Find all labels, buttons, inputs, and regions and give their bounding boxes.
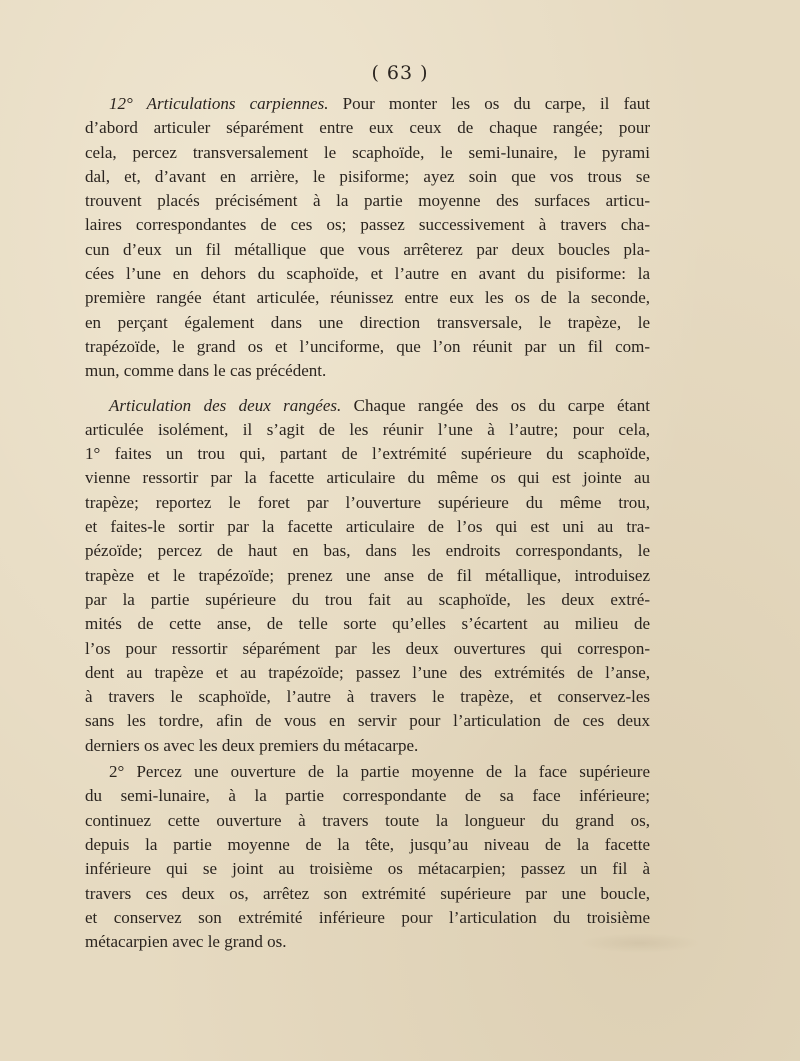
text-line: du semi-lunaire, à la partie correspondante de sa face inférieure;: [85, 786, 650, 806]
text-line: cées l’une en dehors du scaphoïde, et l’autre en avant du pisiforme: la: [85, 264, 650, 284]
text-line: depuis la partie moyenne de la tête, jusqu’au niveau de la facette: [85, 834, 650, 854]
section-heading: Articulation des deux rangées.: [109, 395, 342, 415]
paragraph-percez-ouverture: [85, 760, 650, 954]
page-number: ( 63 ): [371, 62, 429, 84]
text-line: cela, percez transversalement le scaphoïde, le semi-lunaire, le pyrami: [85, 142, 650, 162]
text-line: en perçant également dans une direction transversale, le trapèze, le: [85, 312, 650, 332]
paper-stain: [580, 933, 700, 953]
text-line: pézoïde; percez de haut en bas, dans les endroits correspondants, le: [85, 541, 650, 561]
text-line: première rangée étant articulée, réunissez entre eux les os de la seconde,: [85, 288, 650, 308]
text-line: l’os pour ressortir séparément par les deux ouvertures qui correspon-: [85, 638, 650, 658]
text-line: et conservez son extrémité inférieure pour l’articulation du troisième: [85, 907, 650, 927]
paragraph-articulations-carpiennes: [85, 92, 650, 384]
page-body: [85, 92, 650, 954]
line-text: Pour monter les os du carpe, il faut: [328, 94, 650, 113]
text-line: par la partie supérieure du trou fait au scaphoïde, les deux extré-: [85, 589, 650, 609]
paragraph-articulation-deux-rangees: [85, 394, 650, 758]
text-line: métacarpien avec le grand os.: [85, 932, 287, 952]
text-line: laires correspondantes de ces os; passez successivement à travers cha-: [85, 215, 650, 235]
text-line: dent au trapèze et au trapézoïde; passez l’une des extrémités de l’anse,: [85, 662, 650, 682]
text-line: dal, et, d’avant en arrière, le pisiforme; ayez soin que vos trous se: [85, 166, 650, 186]
text-line: [85, 394, 650, 418]
text-line: cun d’eux un fil métallique que vous arrêterez par deux boucles pla-: [85, 239, 650, 259]
text-line: vienne ressortir par la facette articulaire du même os qui est jointe au: [85, 468, 650, 488]
text-line: et faites-le sortir par la facette articulaire de l’os qui est uni au tra-: [85, 517, 650, 537]
text-line: continuez cette ouverture à travers toute la longueur du grand os,: [85, 810, 650, 830]
text-line: mités de cette anse, de telle sorte qu’elles s’écartent au milieu de: [85, 614, 650, 634]
text-line: articulée isolément, il s’agit de les réunir l’une à l’autre; pour cela,: [85, 419, 650, 439]
section-heading: 12° Articulations carpiennes.: [109, 94, 329, 113]
line-text: Chaque rangée des os du carpe étant: [341, 395, 650, 415]
text-line: sans les tordre, afin de vous en servir pour l’articulation de ces deux: [85, 711, 650, 731]
text-line: trouvent placés précisément à la partie moyenne des surfaces articu-: [85, 191, 650, 211]
text-line: 1° faites un trou qui, partant de l’extrémité supérieure du scaphoïde,: [85, 444, 650, 464]
text-line: inférieure qui se joint au troisième os métacarpien; passez un fil à: [85, 859, 650, 879]
text-line: à travers le scaphoïde, l’autre à travers le trapèze, et conservez-les: [85, 687, 650, 707]
text-line: derniers os avec les deux premiers du métacarpe.: [85, 735, 419, 755]
text-line: [85, 92, 650, 116]
text-line: trapézoïde, le grand os et l’unciforme, que l’on réunit par un fil com-: [85, 336, 650, 356]
text-line: 2° Percez une ouverture de la partie moyenne de la face supérieure: [109, 762, 650, 782]
text-line: travers ces deux os, arrêtez son extrémité supérieure par une boucle,: [85, 883, 650, 903]
text-line: d’abord articuler séparément entre eux ceux de chaque rangée; pour: [85, 118, 650, 138]
text-line: trapèze; reportez le foret par l’ouverture supérieure du même trou,: [85, 492, 650, 512]
text-line: mun, comme dans le cas précédent.: [85, 361, 327, 381]
text-line: trapèze et le trapézoïde; prenez une anse de fil métallique, introduisez: [85, 565, 650, 585]
